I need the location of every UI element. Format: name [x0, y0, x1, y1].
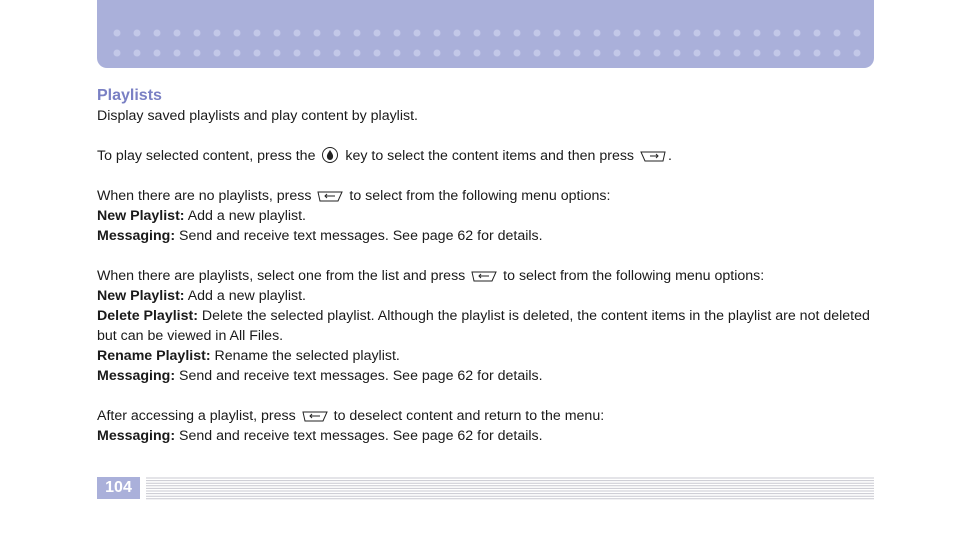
- banner-dot: [434, 30, 441, 37]
- banner-dot: [394, 50, 401, 57]
- banner-dot: [194, 30, 201, 37]
- banner-dot: [254, 30, 261, 37]
- option-item: New Playlist: Add a new playlist.: [97, 288, 306, 304]
- banner-dot: [854, 30, 861, 37]
- footer-rule-lines: [146, 477, 874, 501]
- banner-dot: [654, 50, 661, 57]
- banner-dot: [134, 30, 141, 37]
- option-item: Delete Playlist: Delete the selected playlist. Although the playlist is deleted, the content items in the playlist are not deleted but can be viewed in All Files.: [97, 308, 870, 344]
- banner-dot: [234, 30, 241, 37]
- banner-dot: [534, 30, 541, 37]
- banner-dot: [694, 50, 701, 57]
- page-content: [97, 86, 877, 446]
- banner-dot: [674, 50, 681, 57]
- banner-dot: [794, 30, 801, 37]
- with-playlists-instruction: When there are playlists, select one from the list and press to select from the following menu options:: [97, 268, 765, 284]
- banner-dot: [354, 30, 361, 37]
- banner-dot: [414, 50, 421, 57]
- banner-dot: [494, 50, 501, 57]
- banner-dot: [714, 50, 721, 57]
- banner-dot: [274, 30, 281, 37]
- banner-dot: [274, 50, 281, 57]
- banner-dot: [374, 50, 381, 57]
- banner-dot: [474, 30, 481, 37]
- after-accessing-instruction: After accessing a playlist, press to deselect content and return to the menu:: [97, 408, 605, 424]
- banner-dot-pattern: [97, 0, 874, 68]
- banner-dot: [174, 50, 181, 57]
- banner-dot: [554, 50, 561, 57]
- banner-dot: [654, 30, 661, 37]
- left-soft-key-icon: [317, 190, 343, 204]
- banner-dot: [414, 30, 421, 37]
- left-soft-key-icon: [471, 270, 497, 284]
- banner-dot: [754, 30, 761, 37]
- banner-dot: [774, 30, 781, 37]
- banner-dot: [214, 50, 221, 57]
- banner-dot: [754, 50, 761, 57]
- banner-dot: [694, 30, 701, 37]
- banner-dot: [614, 50, 621, 57]
- banner-dot: [254, 50, 261, 57]
- banner-dot: [454, 30, 461, 37]
- banner-dot: [114, 30, 121, 37]
- banner-dot: [374, 30, 381, 37]
- banner-dot: [394, 30, 401, 37]
- banner-dot: [774, 50, 781, 57]
- banner-dot: [854, 50, 861, 57]
- navigation-select-key-icon: [321, 146, 339, 164]
- banner-dot: [294, 30, 301, 37]
- option-item: New Playlist: Add a new playlist.: [97, 208, 306, 224]
- banner-dot: [594, 30, 601, 37]
- banner-dot: [334, 30, 341, 37]
- banner-dot: [634, 30, 641, 37]
- banner-dot: [734, 50, 741, 57]
- banner-dot: [174, 30, 181, 37]
- no-playlists-instruction: When there are no playlists, press to select from the following menu options:: [97, 188, 611, 204]
- banner-dot: [834, 50, 841, 57]
- banner-dot: [634, 50, 641, 57]
- left-soft-key-icon: [302, 410, 328, 424]
- banner-dot: [514, 30, 521, 37]
- banner-dot: [334, 50, 341, 57]
- banner-dot: [794, 50, 801, 57]
- option-item: Rename Playlist: Rename the selected playlist.: [97, 348, 400, 364]
- banner-dot: [314, 30, 321, 37]
- section-title: Playlists: [97, 87, 162, 104]
- banner-dot: [114, 50, 121, 57]
- banner-dot: [734, 30, 741, 37]
- right-soft-key-icon: [640, 150, 666, 164]
- banner-dot: [674, 30, 681, 37]
- option-item: Messaging: Send and receive text messages. See page 62 for details.: [97, 428, 543, 444]
- banner-dot: [454, 50, 461, 57]
- banner-dot: [494, 30, 501, 37]
- option-item: Messaging: Send and receive text messages. See page 62 for details.: [97, 228, 543, 244]
- banner-dot: [814, 30, 821, 37]
- banner-dot: [214, 30, 221, 37]
- banner-dot: [714, 30, 721, 37]
- header-banner: [97, 0, 874, 68]
- page-number: 104: [97, 477, 140, 499]
- play-instruction: To play selected content, press the key to select the content items and then press .: [97, 148, 672, 164]
- banner-dot: [314, 50, 321, 57]
- banner-dot: [614, 30, 621, 37]
- banner-dot: [294, 50, 301, 57]
- banner-dot: [534, 50, 541, 57]
- option-item: Messaging: Send and receive text messages. See page 62 for details.: [97, 368, 543, 384]
- banner-dot: [834, 30, 841, 37]
- banner-dot: [434, 50, 441, 57]
- banner-dot: [234, 50, 241, 57]
- banner-dot: [554, 30, 561, 37]
- banner-dot: [514, 50, 521, 57]
- banner-dot: [194, 50, 201, 57]
- banner-dot: [474, 50, 481, 57]
- banner-dot: [574, 30, 581, 37]
- intro-text: Display saved playlists and play content by playlist.: [97, 108, 418, 124]
- banner-dot: [594, 50, 601, 57]
- banner-dot: [354, 50, 361, 57]
- banner-dot: [574, 50, 581, 57]
- banner-dot: [154, 50, 161, 57]
- banner-dot: [814, 50, 821, 57]
- banner-dot: [154, 30, 161, 37]
- banner-dot: [134, 50, 141, 57]
